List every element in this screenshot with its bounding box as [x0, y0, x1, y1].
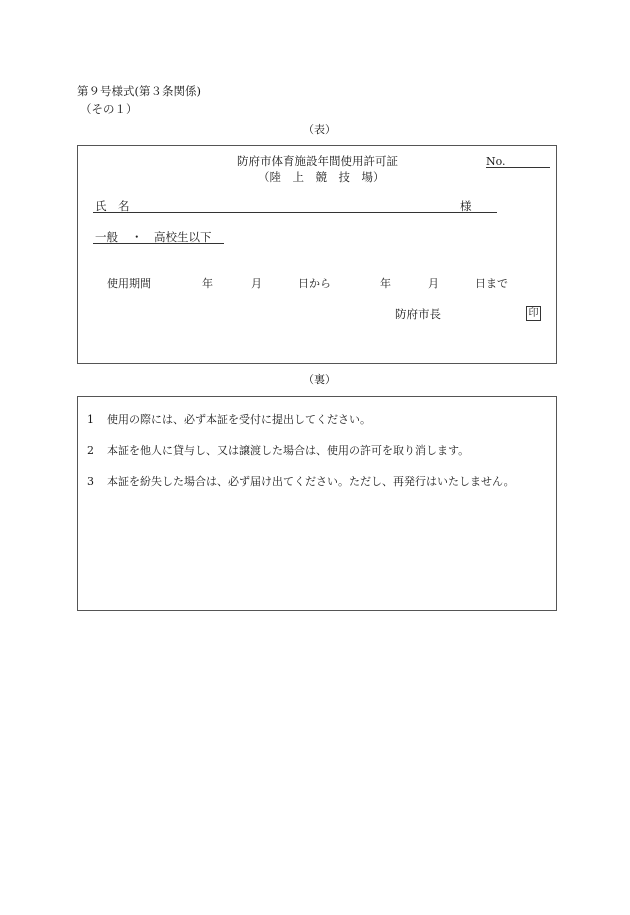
permit-number-field[interactable] [486, 167, 550, 168]
form-sub-number: （その１） [80, 102, 138, 116]
note-text: 使用の際には、必ず本証を受付に提出してください。 [107, 413, 371, 426]
front-side-label: （表） [303, 123, 336, 136]
note-text: 本証を他人に貸与し、又は譲渡した場合は、使用の許可を取り消します。 [107, 444, 470, 457]
issuer-name: 防府市長 [395, 307, 441, 321]
seal-mark: 印 [526, 306, 541, 321]
note-text: 本証を紛失した場合は、必ず届け出てください。ただし、再発行はいたしません。 [107, 475, 515, 488]
note-number: 3 [87, 475, 94, 488]
category-general[interactable]: 一般 [95, 230, 118, 244]
note-number: 1 [87, 413, 94, 426]
note-number: 2 [87, 444, 94, 457]
permit-number-label: No. [486, 155, 506, 168]
note-item [87, 476, 515, 487]
facility-name: （陸 上 競 技 場） [258, 170, 385, 184]
permit-title: 防府市体育施設年間使用許可証 [237, 154, 398, 168]
permit-card-back [77, 396, 557, 611]
name-label: 氏 名 [95, 199, 130, 213]
back-side-label: （裏） [303, 373, 336, 386]
note-item [87, 414, 371, 425]
name-field[interactable] [93, 212, 497, 213]
form-number: 第９号様式(第３条関係) [77, 84, 201, 98]
period-label: 使用期間 [107, 277, 151, 290]
period-end-day[interactable]: 日まで [475, 277, 508, 290]
period-end-month[interactable]: 月 [428, 277, 439, 290]
note-item [87, 445, 469, 456]
period-start-year[interactable]: 年 [202, 277, 213, 290]
honorific-label: 様 [460, 199, 472, 213]
category-student[interactable]: 高校生以下 [154, 230, 212, 244]
period-end-year[interactable]: 年 [380, 277, 391, 290]
category-separator: ・ [131, 230, 143, 244]
period-start-month[interactable]: 月 [251, 277, 262, 290]
category-underline [93, 243, 224, 244]
period-start-day[interactable]: 日から [298, 277, 331, 290]
